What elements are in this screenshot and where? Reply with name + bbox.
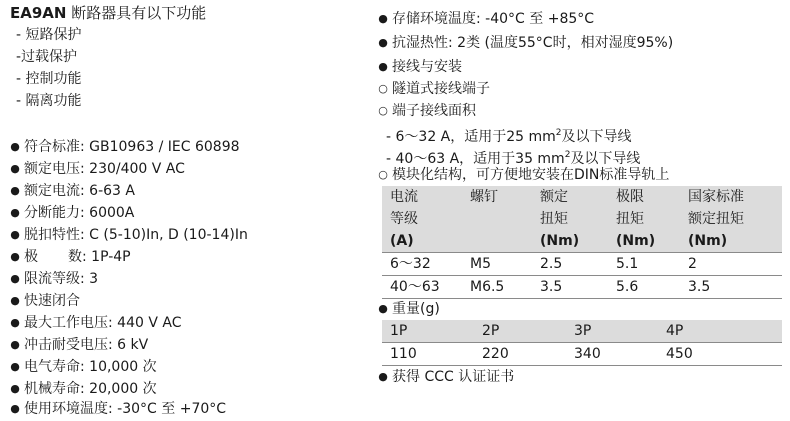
- spec-item: ● 接线与安装: [378, 56, 462, 78]
- table-header-row: (A) (Nm) (Nm) (Nm): [382, 230, 782, 253]
- spec-item: ● 快速闭合: [10, 290, 80, 312]
- spec-item: ● 冲击耐受电压: 6 kV: [10, 334, 148, 356]
- bullet-icon: ●: [10, 140, 20, 153]
- function-item: -过载保护: [16, 49, 78, 65]
- function-item: - 控制功能: [16, 71, 82, 87]
- bullet-icon: ●: [378, 60, 388, 73]
- bullet-icon: ●: [10, 162, 20, 175]
- table-row: 40～63 M6.5 3.5 5.6 3.5: [382, 276, 782, 299]
- function-item: - 短路保护: [16, 27, 82, 43]
- bullet-icon: ●: [10, 294, 20, 307]
- table-header-row: 电流 螺钉 额定 极限 国家标准: [382, 186, 782, 208]
- spec-subitem: ○ 隧道式接线端子: [378, 78, 490, 100]
- bullet-icon: ●: [378, 36, 388, 49]
- table-header-row: 1P 2P 3P 4P: [382, 320, 782, 343]
- bullet-icon: ●: [10, 250, 20, 263]
- bullet-icon: ●: [10, 360, 20, 373]
- spec-item: ● 最大工作电压: 440 V AC: [10, 312, 181, 334]
- spec-subitem: ○ 端子接线面积: [378, 100, 476, 122]
- title-text: 断路器具有以下功能: [71, 4, 207, 22]
- bullet-icon: ●: [10, 228, 20, 241]
- table-row: 110 220 340 450: [382, 343, 782, 366]
- bullet-icon: ●: [10, 272, 20, 285]
- bullet-icon: ●: [10, 382, 20, 395]
- bullet-icon: ●: [378, 12, 388, 25]
- bullet-icon: ●: [10, 184, 20, 197]
- spec-item-poles: ● 极 数: 1P-4P: [10, 246, 131, 268]
- certification-item: ● 获得 CCC 认证证书: [378, 366, 514, 388]
- bullet-icon: ●: [378, 370, 388, 383]
- product-title: [10, 2, 206, 24]
- function-item: - 隔离功能: [16, 93, 82, 109]
- weight-label: ● 重量(g): [378, 298, 440, 320]
- spec-item: ● 机械寿命: 20,000 次: [10, 378, 157, 400]
- spec-item: ● 抗湿热性: 2类 (温度55°C时，相对湿度95%): [378, 32, 673, 54]
- spec-item: ● 额定电流: 6-63 A: [10, 180, 135, 202]
- area-line-2: - 40～63 A，适用于35 $mm^2$及以下导线: [386, 150, 641, 167]
- spec-subitem: ○ 模块化结构，可方便地安装在DIN标准导轨上: [378, 164, 669, 186]
- spec-item: ● 脱扣特性: C (5-10)In, D (10-14)In: [10, 224, 248, 246]
- area-line-1: - 6～32 A，适用于25 $mm^2$及以下导线: [386, 128, 632, 145]
- spec-item: ● 限流等级: 3: [10, 268, 98, 290]
- circle-bullet-icon: ○: [378, 104, 388, 117]
- spec-item: ● 分断能力: 6000A: [10, 202, 134, 224]
- table-row: 6～32 M5 2.5 5.1 2: [382, 253, 782, 276]
- table-header-row: 等级 扭矩 扭矩 额定扭矩: [382, 208, 782, 230]
- spec-item: ● 存储环境温度: -40°C 至 +85°C: [378, 8, 594, 30]
- spec-item: ● 额定电压: 230/400 V AC: [10, 158, 185, 180]
- spec-item: ● 电气寿命: 10,000 次: [10, 356, 157, 378]
- torque-table: [382, 186, 782, 299]
- circle-bullet-icon: ○: [378, 82, 388, 95]
- circle-bullet-icon: ○: [378, 168, 388, 181]
- model-name: EA9AN: [10, 4, 67, 22]
- bullet-icon: ●: [10, 402, 20, 415]
- bullet-icon: ●: [10, 338, 20, 351]
- bullet-icon: ●: [10, 206, 20, 219]
- weight-table: [382, 320, 782, 366]
- bullet-icon: ●: [10, 316, 20, 329]
- spec-item: ● 使用环境温度: -30°C 至 +70°C: [10, 398, 226, 420]
- spec-item: ● 符合标准: GB10963 / IEC 60898: [10, 136, 240, 158]
- bullet-icon: ●: [378, 302, 388, 315]
